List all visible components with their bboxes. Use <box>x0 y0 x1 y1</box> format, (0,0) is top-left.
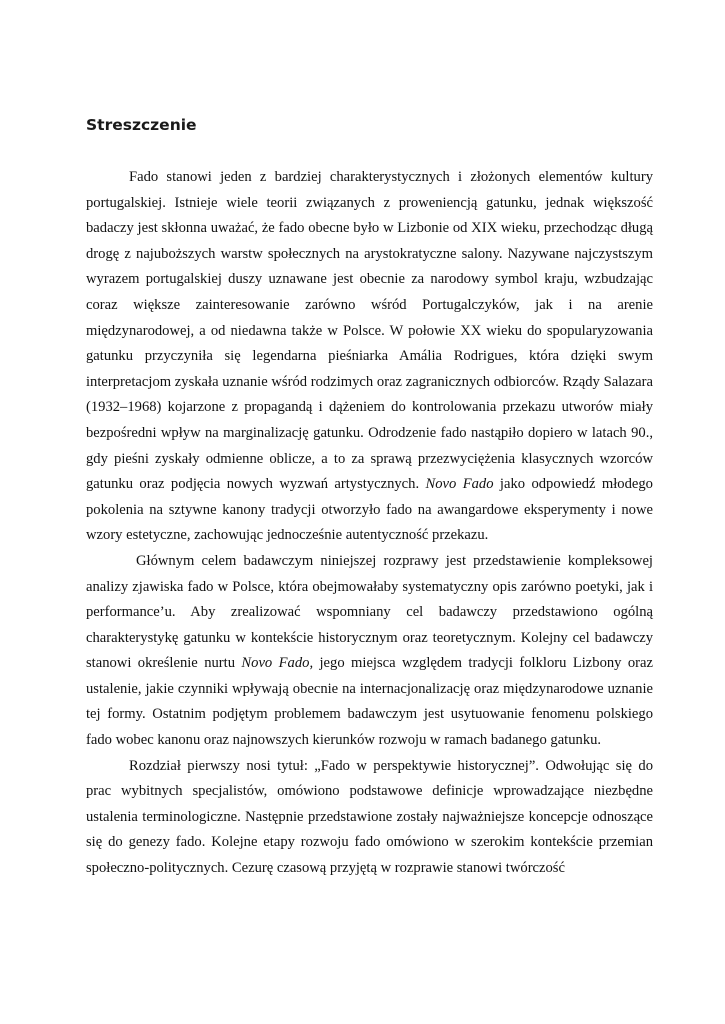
paragraph-1-text-continued: jako odpowiedź młodego pokolenia na sztywne kanony tradycji otworzyło fado na awangardowe eksperymenty i nowe wzory estetyczne, zachowując jednocześnie autentyczność przekazu. <box>86 476 653 544</box>
paragraph-2 <box>86 549 653 754</box>
paragraph-1-text: Fado stanowi jeden z bardziej charakterystycznych i złożonych elementów kultury portugalskiej. Istnieje wiele teorii związanych z proweniencją gatunku, jednak większość badaczy jest skłonna uważać, że fado obecne było w Lizbonie od XIX wieku, przechodząc długą drogę z najuboższych warstw społecznych na arystokratyczne salony. Nazywane najczystszym wyrazem portugalskiej duszy uznawane jest obecnie za narodowy symbol kraju, wzbudzając coraz większe zainteresowanie zarówno wśród Portugalczyków, jak i na arenie międzynarodowej, a od niedawna także w Polsce. W połowie XX wieku do spopularyzowania gatunku przyczyniła się legendarna pieśniarka Amália Rodrigues, która dzięki swym interpretacjom zyskała uznanie wśród rodzimych oraz zagranicznych odbiorców. Rządy Salazara (1932–1968) kojarzone z propagandą i dążeniem do kontrolowania przekazu utworów miały bezpośredni wpływ na marginalizację gatunku. Odrodzenie fado nastąpiło dopiero w latach 90., gdy pieśni zyskały odmienne oblicze, a to za sprawą przezwyciężenia klasycznych wzorców gatunku oraz podjęcia nowych wyzwań artystycznych. <box>86 169 653 493</box>
page-title: Streszczenie <box>86 116 197 134</box>
paragraph-2-text-continued: jego miejsca względem tradycji folkloru Lizbony oraz ustalenie, jakie czynniki wpływają obecnie na internacjonalizację oraz międzynarodowe uznanie tej formy. Ostatnim podjętym problemem badawczym jest usytuowanie fenomenu polskiego fado wobec kanonu oraz najnowszych kierunków rozwoju w ramach badanego gatunku. <box>86 655 653 749</box>
paragraph-3-text: Rozdział pierwszy nosi tytuł: „Fado w perspektywie historycznej”. Odwołując się do prac wybitnych specjalistów, omówiono podstawowe definicje wprowadzające niezbędne ustalenia terminologiczne. Następnie przedstawione zostały najważniejsze koncepcje odnoszące się do genezy fado. Kolejne etapy rozwoju fado omówiono w szerokim kontekście przemian społeczno-politycznych. Cezurę czasową przyjętą w rozprawie stanowi twórczość <box>86 757 653 877</box>
paragraph-1-italic-term: Novo Fado <box>425 476 494 493</box>
abstract-body <box>86 165 653 882</box>
paragraph-3 <box>86 754 653 882</box>
paragraph-2-italic-term: Novo Fado, <box>241 655 314 672</box>
paragraph-1 <box>86 165 653 549</box>
paragraph-2-text: Głównym celem badawczym niniejszej rozprawy jest przedstawienie kompleksowej analizy zjawiska fado w Polsce, która obejmowałaby systematyczny opis zarówno poetyki, jak i performance’u. Aby zrealizować wspomniany cel badawczy przedstawiono ogólną charakterystykę gatunku w kontekście historycznym oraz teoretycznym. Kolejny cel badawczy stanowi określenie nurtu <box>86 552 653 672</box>
